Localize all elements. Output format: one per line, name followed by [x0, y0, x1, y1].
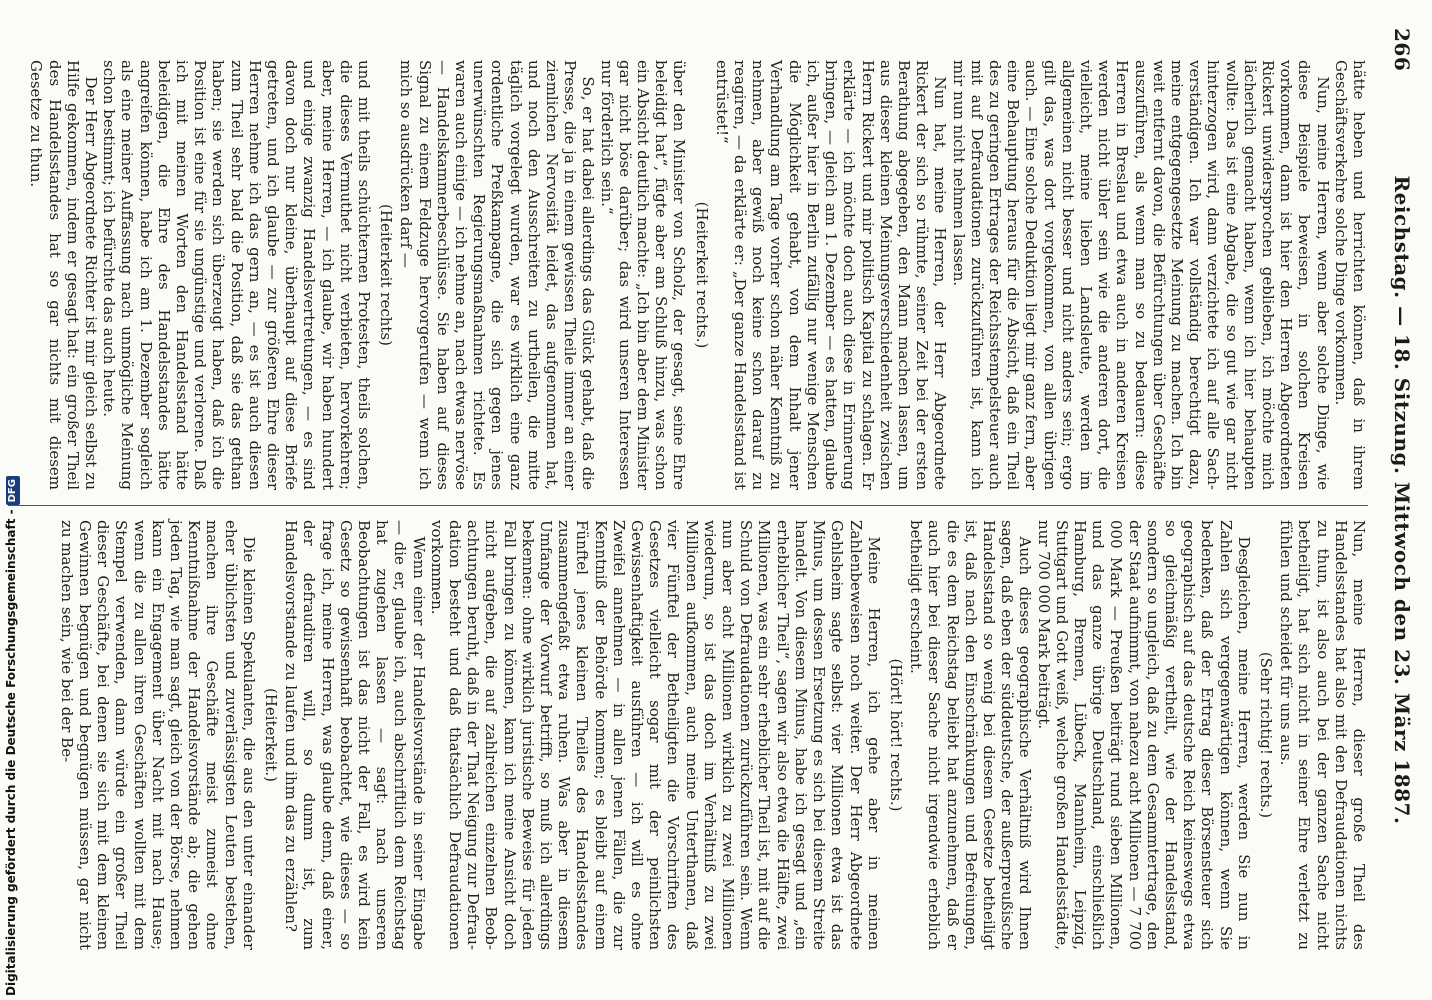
paragraph: über den Minister von Scholz, der gesagt, seine Ehre beleidigt hat“, fügte aber am Schluß hinzu, was schon ein Absicht deutlich machte: „Ich bin aber dem Minister gar nicht böse darüber; das wird unseren Interessen nur förderlich sein.“ — [597, 60, 689, 490]
footer-credit — [2, 479, 20, 996]
paragraph: Nun hat, meine Herren, der Herr Abgeordnete Rickert der sich so rühmte, seiner Zeit bei der ersten Berathung abgegeben, den Mann machen lassen, um aus dieser kleinen Meinungsverschiedenheit zwischen Herrn Rickert und mir politisch Kapital zu schlagen. Er erklärte — ich möchte doch auch diese in Erinnerung bringen, — gleich am 1. Dezember — es hatten, glaube ich, außer hier in Berlin zufällig nur wenige Menschen die Möglichkeit gehabt, von dem Inhalt jener Verhandlung am Tage vorher schon näher Kenntniß zu nehmen, aber gewiß noch keine schon darauf zu reagiren, — da erklärte er: „Der ganze Handelsstand ist entrüstet!“ — [712, 60, 950, 490]
paragraph: So, er hat dabei allerdings das Glück gehabt, daß die Presse, die ja in einem gewissen Theile immer an einer ziemlichen Nervosität leidet, das aufgenommen hat, und noch den Ausschreiten zu urtheilen, die mitte täglich vorgelegt wurden, war es wirklich eine ganz ordentliche Preßkampagne, die sich gegen jenes unerwünschten Regierungsmaßnahmen richtete. Es waren auch einige — ich nehme an, nach etwas nervöse — Handelskammerbeschlüsse. Sie haben auf dieses Signal zu einem Feldzuge hervorgerufen — wenn ich mich so ausdrücken darf — — [397, 60, 598, 490]
paragraph: Desgleichen, meine Herren, werden Sie nun in Zahlen sich vergegenwärtigen können, wenn Sie bedenken, daß der Ertrag dieser Börsensteuer sich geographisch auf das deutsche Reich keineswegs etwa so gleichmäßig vertheilt, wie der Handelsstand, sondern so ungleich, daß zu dem Gesammtertrage, den der Staat aufnimmt, von nahezu acht Millionen — 7 700 000 Mark — Preußen beiträgt rund sieben Millionen, und das ganze übrige Deutschland, einschließlich Hamburg, Bremen, Lübeck, Mannheim, Leipzig, Stuttgart und Gott weiß, welche großen Handelsstädte, nur 700 000 Mark beiträgt. — [1034, 520, 1253, 950]
right-column — [58, 520, 1368, 950]
paragraph: Auch dieses geographische Verhältniß wird Ihnen sagen, daß eben der süddeutsche, der außerpreußische Handelsstand so wenig bei diesem Gesetze betheiligt ist, daß nach den Einschränkungen und Befreiungen, die es dem Reichstag beliebt hat anzunehmen, daß er auch hier bei dieser Sache nicht irgendwie erheblich betheiligt erscheint. — [907, 520, 1035, 950]
paragraph: hätte heben und herrichten können, daß in ihrem Geschäftsverkehre solche Dinge vorkommen. — [1331, 60, 1368, 490]
paragraph: Meine Herren, ich gehe aber in meinen Zahlenbeweisen noch weiter. Der Herr Abgeordnete Gehlsheim sagte selbst: vier Millionen etwa ist das Minus, um dessen Ersetzung es sich bei diesem Streite handelt. Von diesem Minus, habe ich gesagt und „ein erheblicher Theil“, sagen wir also etwa die Hälfte, zwei Millionen, was ein sehr erheblicher Theil ist, mit auf die Schuld von Defraudationen zurückzuführen sein. Wenn nun aber acht Millionen wirklich zu zwei Millionen wiederum, so ist das doch im Verhältniß zu zwei Millionen aufkommen, auch meine Unterthanen, daß vier Fünftel der Betheiligten die Vorschriften des Gesetzes vielleicht sogar mit der peinlichsten Gewissenhaftigkeit ausführen — ich will es ohne Zweifel annehmen — in allen jenen Fällen, die zur Kenntniß der Behörde kommen; es bleibt auf einem Fünftel jenes kleinen Theiles des Handelsstandes zusammengefaßt etwa ruhen. Was aber in diesem Umfange der Vorwurf betrifft, so muß ich allerdings bekennen: ohne wirklich juristische Beweise für jeden Fall bringen zu können, kann ich meine Ansicht doch nicht aufgeben, die auf zahlreichen einzelnen Beobachtungen beruht, daß in der That Neigung zur Defraudation besteht und daß thatsächlich Defraudationen vorkommen. — [427, 520, 883, 950]
paragraph: Nun, meine Herren, wenn aber solche Dinge, wie diese Beispiele beweisen, in solchen Kreisen vorkommen, dann ist hier den Herren Abgeordneten Rickert unwidersprochen geblieben, ich möchte mich lächerlich gemacht haben, wenn ich hier behaupten wollte: Das ist eine Abgabe, die so gut wie gar nicht hinterzogen wird, dann verzichtete ich auf alle Sachverständigen. Ich war vollständig berechtigt dazu, meine entgegengesetzte Meinung zu machen. Ich bin weit entfernt davon, die Befürchtungen über Geschäfte auszuführen, als wenn man so zu bedauern: diese Herren in Breslau und etwa auch in anderen Kreisen werden nicht übler sein wie die anderen dort, die vielleicht, meine lieben Landsleute, werden im allgemeinen nicht besser und nicht anders sein; ergo gilt das, was dort vorgekommen, von allen übrigen auch. — Eine solche Deduktion liegt mir ganz fern, aber eine Behauptung heraus für die Absicht, daß ein Theil des zu geringen Ertrages der Reichsstempelsteuer auch mit auf Defraudationen zurückzuführen ist, kann ich mir nun nicht nehmen lassen. — [949, 60, 1332, 490]
page-header — [1384, 28, 1418, 972]
page-number: 266 — [1390, 28, 1414, 72]
reaction-cue: (Sehr richtig! rechts.) — [1256, 651, 1275, 819]
dfg-logo: DFG — [6, 476, 20, 505]
paragraph: Die kleinen Spekulanten, die aus den unter einander eher üblichsten und zuverlässigsten Leuten bestehen, machen ihre Geschäfte meist zumeist ohne Kenntnißnahme der Handelsvorstände ab; die gehen jeden Tag, wie man sagt, gleich von der Börse, nehmen kann ein Engagement über Nacht mit nach Hause; wenn die zu allen ihren Geschäften wollten mit dem Stempel verwenden, dann würde ein großer Theil dieser Geschäfte, bei denen sie sich mit dem kleinen Gewinnen begnügen und begnügen müssen, gar nicht zu machen sein, wie bei der Be- — [57, 520, 258, 950]
paragraph: Wenn einer der Handelsvorstände in seiner Eingabe — die er, glaube ich, auch abschriftlich dem Reichstag hat zugehen lassen — sagt: nach unseren Beobachtungen ist das nicht der Fall, es wird kein Gesetz so gewissenhaft beobachtet, wie dieses — so frage ich, meine Herren, was glaube denn, daß einer, der defraudiren will, so dumm ist, zum Handelsvorstande zu laufen und ihm das zu erzählen? — [282, 520, 428, 950]
running-title: Reichstag. — 18. Sitzung. Mittwoch den 23. März 1887. — [1390, 175, 1414, 825]
reaction-cue: (Heiterkeit rechts) — [377, 204, 396, 346]
reaction-cue: (Hört! hört! rechts.) — [886, 658, 905, 812]
paragraph: und mit theils schüchternen Protesten, theils solchen, die dieses Vermuthet nicht verbieten, hervorkehren; aber, meine Herren, — ich glaube, wir haben hundert und einige zwanzig Handelsvertretungen, — es sind davon doch nur kleine, überhaupt auf diese Briefe getreten, und ich glaube — zur größeren Ehre dieser Herren nehme ich das gern an, — es ist auch diesen zum Theil sehr bald die Position, daß sie das gethan haben; sie werden sich überzeugt haben, daß ich die Position ist eine für sie ungünstige und verlorene. Daß ich mit meinen Worten den Handelsstand hätte beleidigen, die Ehre des Handelsstandes hätte angreifen können, habe ich am 1. Dezember sogleich als eine meiner Auffassung nach unmögliche Meinung schon bestimmt; ich befürchte das auch heute. — [100, 60, 374, 490]
paragraph: Nun, meine Herren, dieser große Theil des Handelsstandes hat also mit den Defraudationen nichts zu thun, ist also auch bei der ganzen Sache nicht betheiligt, hat sich nicht in seiner Ehre verletzt zu fühlen und scheidet für uns aus. — [1277, 520, 1368, 950]
column-divider — [8, 505, 1368, 506]
footer-text: Digitalisierung gefördert durch die Deutsche Forschungsgemeinschaft - — [4, 509, 18, 996]
paragraph: Der Herr Abgeordnete Richter ist mir gleich selbst zu Hilfe gekommen, indem er gesagt hat: ein großer Theil des Handelsstandes hat so gar nichts mit diesem Gesetze zu thun. — [27, 60, 100, 490]
reaction-cue: (Heiterkeit rechts.) — [692, 201, 711, 349]
left-column — [27, 60, 1368, 490]
reaction-cue: (Heiterkeit.) — [262, 687, 281, 783]
